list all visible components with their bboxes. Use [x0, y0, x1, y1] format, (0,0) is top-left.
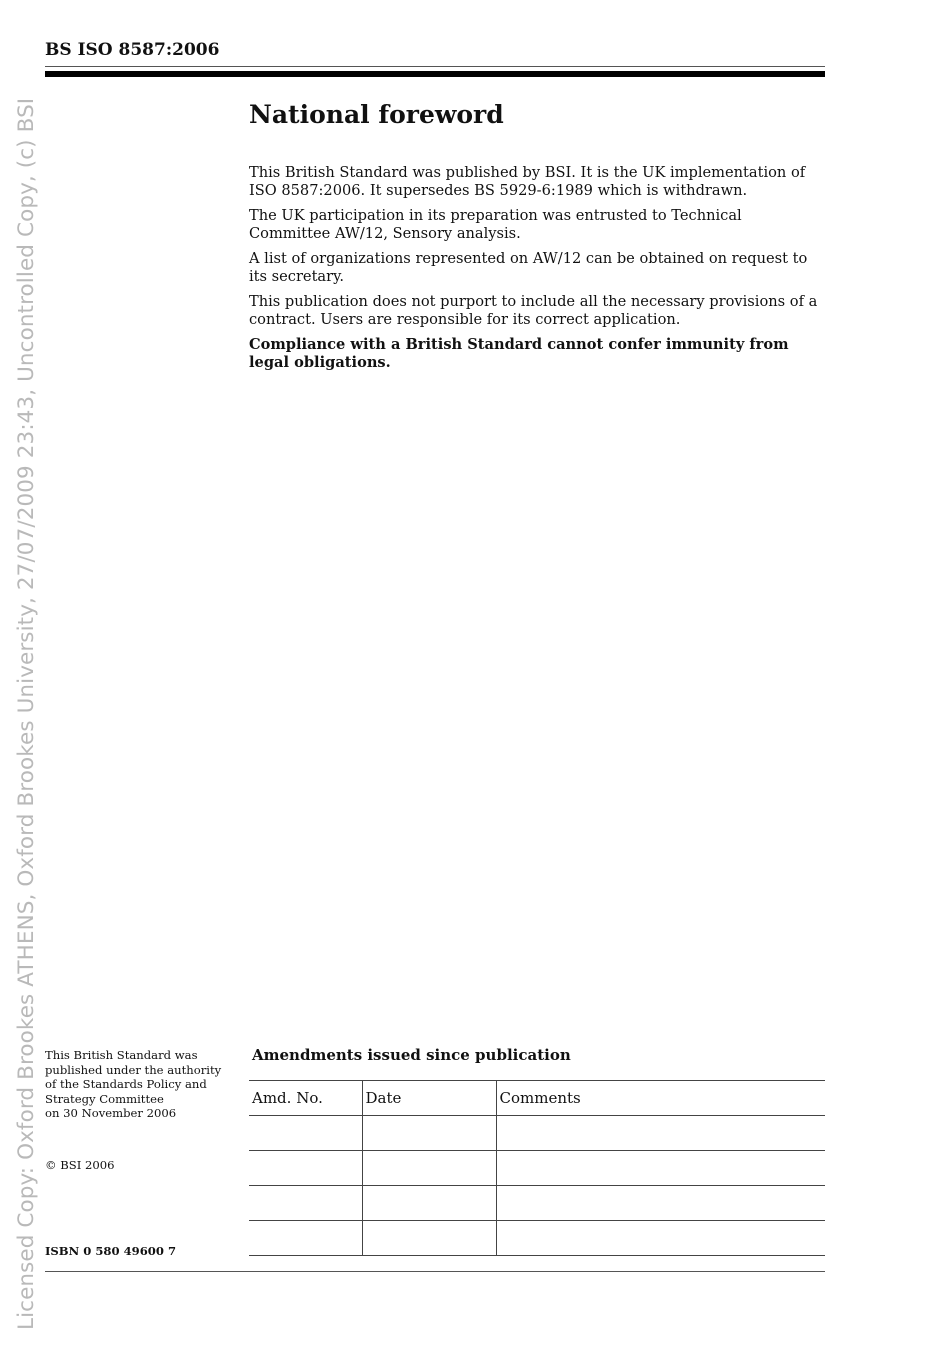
header-thick-rule [45, 71, 825, 77]
paragraph-provisions: This publication does not purport to include all the necessary provisions of a contract. Users are responsible for its correct application. [249, 293, 818, 328]
table-cell [362, 1151, 496, 1186]
copyright-notice: © BSI 2006 [45, 1158, 115, 1172]
column-header-amd-no: Amd. No. [249, 1081, 362, 1116]
paragraph-participation: The UK participation in its preparation was entrusted to Technical Committee AW/12, Sensory analysis. [249, 207, 742, 242]
amendments-title: Amendments issued since publication [252, 1046, 571, 1064]
table-cell [496, 1116, 825, 1151]
table-header-row [249, 1081, 825, 1116]
table-cell [362, 1186, 496, 1221]
compliance-statement: Compliance with a British Standard cannot confer immunity from legal obligations. [249, 336, 789, 371]
table-cell [249, 1221, 362, 1256]
table-cell [496, 1221, 825, 1256]
table-cell [362, 1221, 496, 1256]
table-row [249, 1221, 825, 1256]
table-row [249, 1116, 825, 1151]
authority-note [45, 1048, 235, 1121]
license-watermark [0, 0, 39, 1345]
footer-rule [45, 1271, 825, 1272]
header-thin-rule [45, 66, 825, 67]
authority-line: Strategy Committee [45, 1091, 164, 1106]
isbn: ISBN 0 580 49600 7 [45, 1244, 177, 1258]
table-cell [249, 1186, 362, 1221]
table-cell [496, 1186, 825, 1221]
table-row [249, 1186, 825, 1221]
table-cell [362, 1116, 496, 1151]
table-row [249, 1151, 825, 1186]
column-header-comments: Comments [496, 1081, 825, 1116]
paragraph-publication: This British Standard was published by BSI. It is the UK implementation of ISO 8587:2006. It supersedes BS 5929-6:1989 which is withdrawn. [249, 164, 806, 199]
column-header-date: Date [362, 1081, 496, 1116]
authority-line: published under the authority [45, 1062, 222, 1077]
authority-line: of the Standards Policy and [45, 1077, 207, 1091]
table-cell [249, 1151, 362, 1186]
paragraph-organizations: A list of organizations represented on AW/12 can be obtained on request to its secretary. [249, 250, 808, 285]
watermark-text: Licensed Copy: Oxford Brookes ATHENS, Oxford Brookes University, 27/07/2009 23:43, Uncontrolled Copy, (c) BSI [14, 97, 39, 1330]
authority-line: on 30 November 2006 [45, 1106, 177, 1120]
table-cell [496, 1151, 825, 1186]
amendments-table [249, 1080, 825, 1256]
table-cell [249, 1116, 362, 1151]
foreword-body [249, 164, 825, 379]
authority-line: This British Standard was [45, 1048, 198, 1062]
page-title: National foreword [249, 100, 504, 129]
document-id: BS ISO 8587:2006 [45, 40, 220, 60]
